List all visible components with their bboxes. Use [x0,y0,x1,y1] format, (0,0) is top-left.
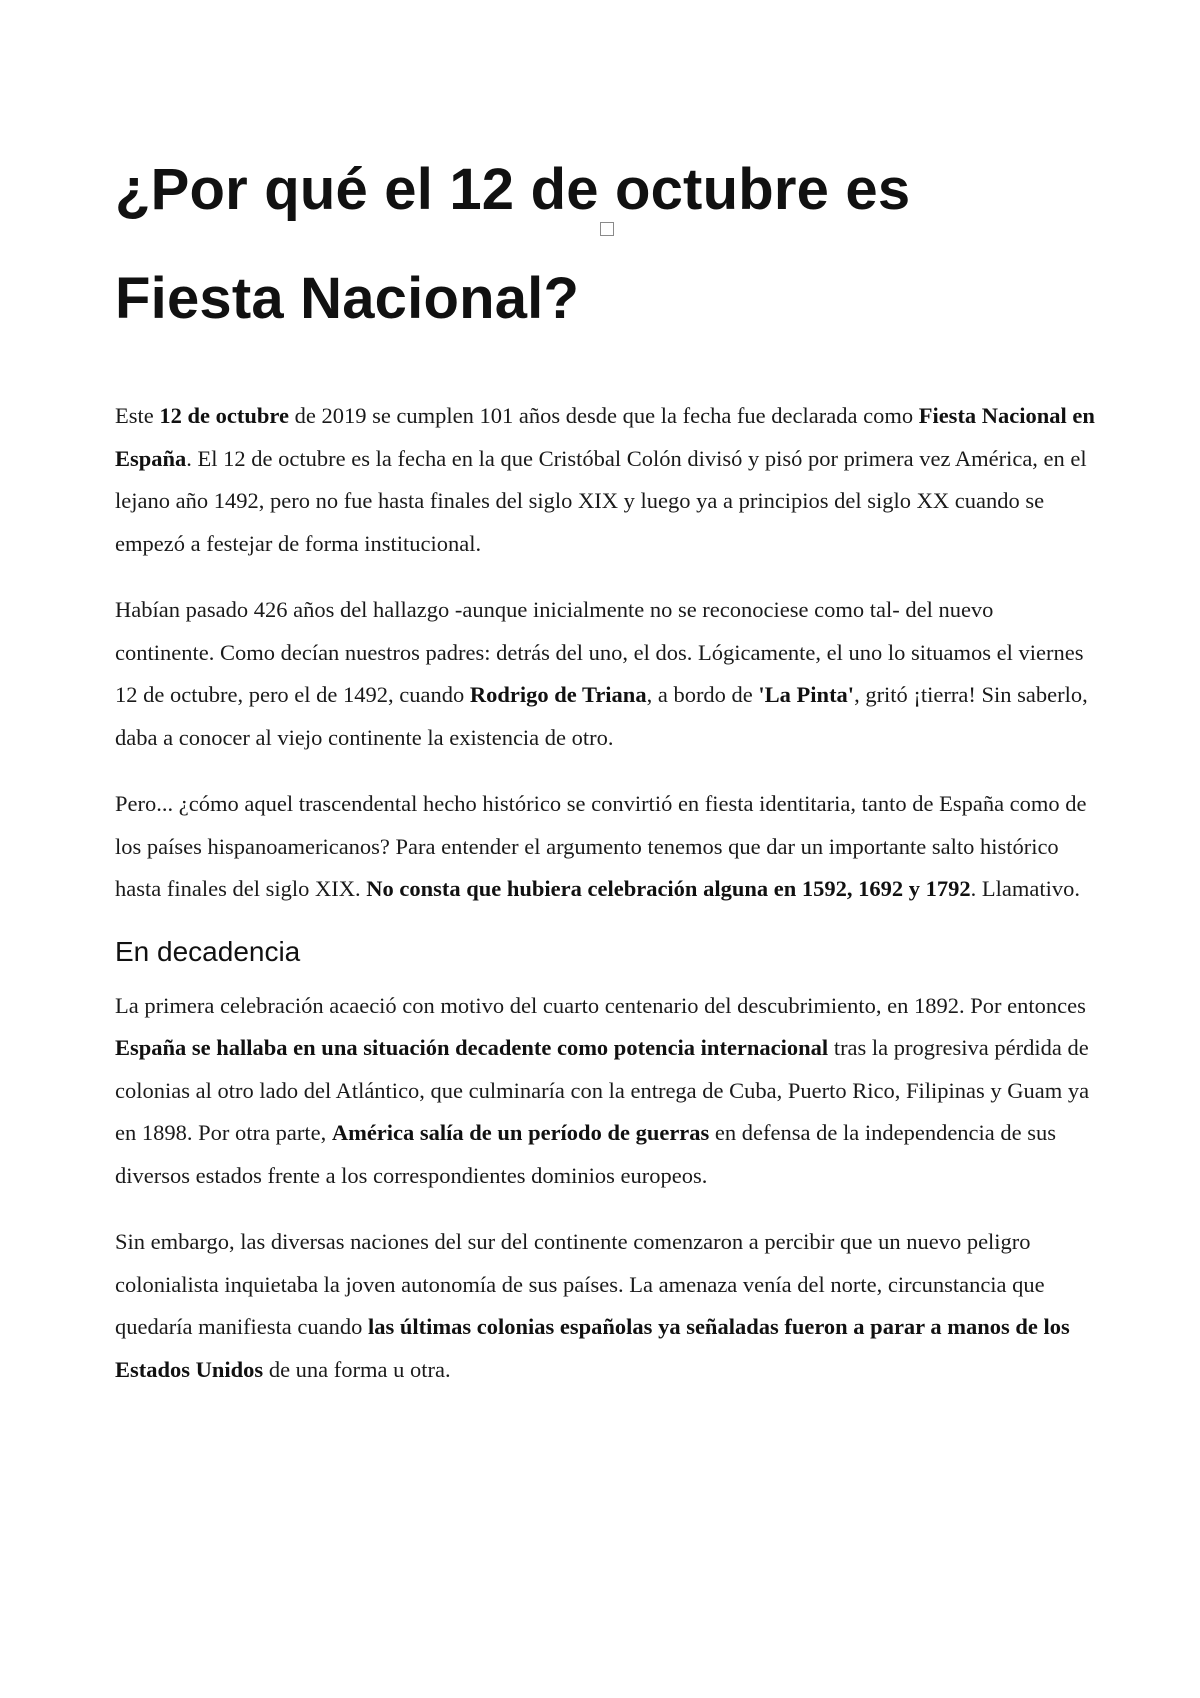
document-page [115,135,1095,1415]
article-title: ¿Por qué el 12 de octubre es Fiesta Nacional? [115,157,911,331]
paragraph-4-text: tras la progresiva pérdida de colonias al otro lado del Atlántico, que culminaría con la entrega de Cuba, Puerto Rico, Filipinas y Guam ya en 1898. Por otra parte, [115,1035,1090,1145]
paragraph-2-bold-pinta: 'La Pinta' [758,682,855,707]
paragraph-4-bold-america: América salía de un período de guerras [331,1120,710,1145]
paragraph-2-text: Habían pasado 426 años del hallazgo -aunque inicialmente no se reconociese como tal- del nuevo continente. Como decían nuestros padres: detrás del uno, el dos. Lógicamente, el uno lo situamos el viernes 12 de octubre, pero el de 1492, cuando [115,597,1084,707]
paragraph-2 [115,589,1095,759]
section-paragraphs [115,985,1095,1392]
paragraph-3-text: Pero... ¿cómo aquel trascendental hecho histórico se convirtió en fiesta identitaria, tanto de España como de los países hispanoamericanos? Para entender el argumento tenemos que dar un importante salto histórico hasta finales del siglo XIX. [115,791,1087,901]
paragraph-1-bold-fiesta: Fiesta Nacional en España [115,403,1095,471]
paragraph-2-bold-rodrigo: Rodrigo de Triana [469,682,647,707]
paragraph-5-text: Sin embargo, las diversas naciones del sur del continente comenzaron a percibir que un nuevo peligro colonialista inquietaba la joven autonomía de sus países. La amenaza venía del norte, circunstancia que quedaría manifiesta cuando [115,1229,1045,1339]
paragraph-3 [115,783,1095,911]
paragraph-4 [115,985,1095,1198]
paragraph-1-text: de 2019 se cumplen 101 años desde que la fecha fue declarada como [288,403,919,428]
paragraph-4-bold-espana: España se hallaba en una situación decadente como potencia internacional [115,1035,829,1060]
paragraph-1 [115,395,1095,565]
paragraph-3-text: . Llamativo. [970,876,1080,901]
paragraph-4-text: La primera celebración acaeció con motivo del cuarto centenario del descubrimiento, en 1892. Por entonces [115,992,1086,1018]
paragraph-2-text: , a bordo de [646,682,759,707]
paragraph-5-text: de una forma u otra. [263,1356,451,1382]
paragraph-1-text: Este [115,403,160,428]
paragraph-1-text: . El 12 de octubre es la fecha en la que Cristóbal Colón divisó y pisó por primera vez América, en el lejano año 1492, pero no fue hasta finales del siglo XIX y luego ya a principios del siglo XX cuando se empezó a festejar de forma institucional. [115,445,1087,556]
paragraph-3-bold-celebracion: No consta que hubiera celebración alguna en 1592, 1692 y 1792 [366,876,971,901]
intro-paragraphs [115,395,1095,911]
paragraph-5-bold-colonias: las últimas colonias españolas ya señaladas fueron a parar a manos de los Estados Unidos [115,1314,1070,1382]
paragraph-4-text: en defensa de la independencia de sus diversos estados frente a los correspondientes dominios europeos. [115,1120,1057,1188]
paragraph-2-text: , gritó ¡tierra! Sin saberlo, daba a conocer al viejo continente la existencia de otro. [115,682,1088,750]
section-heading: En decadencia [115,935,301,967]
paragraph-1-bold-date: 12 de octubre [159,403,289,428]
paragraph-5 [115,1221,1095,1391]
